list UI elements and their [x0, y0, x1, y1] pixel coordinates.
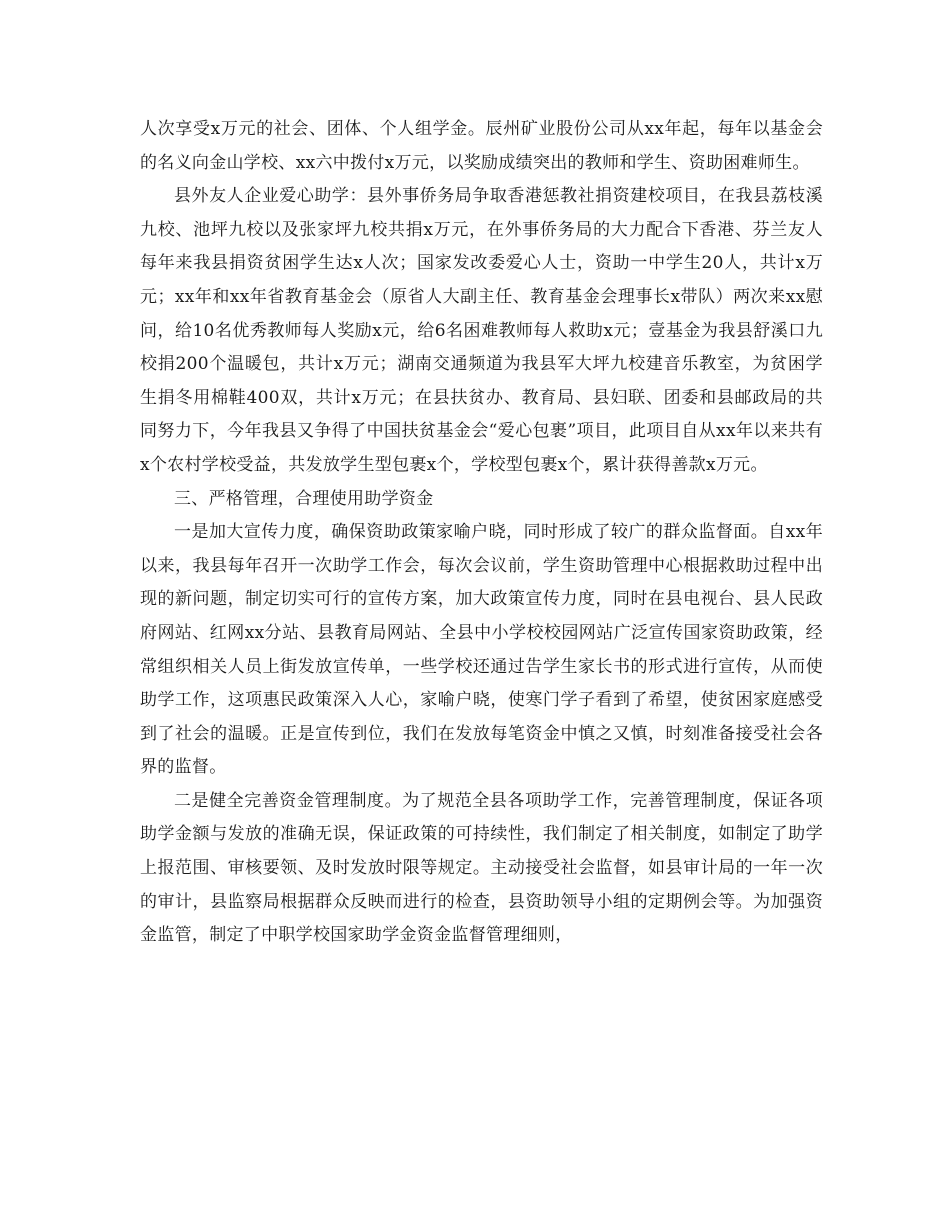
section-heading: 三、严格管理，合理使用助学资金 — [174, 488, 434, 509]
paragraph-continuation: 人次享受x万元的社会、团体、个人组学金。辰州矿业股份公司从xx年起，每年以基金会的名义向金山学校、xx六中拨付x万元，以奖励成绩突出的教师和学生、资助困难师生。 — [140, 119, 823, 173]
paragraph-overseas-donations: 县外友人企业爱心助学：县外事侨务局争取香港惩教社捐资建校项目，在我县荔枝溪九校、池坪九校以及张家坪九校共捐x万元，在外事侨务局的大力配合下香港、芬兰友人每年来我县捐资贫困学生达x人次；国家发改委爱心人士，资助一中学生20人，共计x万元；xx年和xx年省教育基金会（原省人大副主任、教育基金会理事长x带队）两次来xx慰问，给10名优秀教师每人奖励x元，给6名困难教师每人救助x元；壹基金为我县舒溪口九校捐200个温暖包，共计x万元；湖南交通频道为我县军大坪九校建音乐教室，为贫困学生捐冬用棉鞋400双，共计x万元；在县扶贫办、教育局、县妇联、团委和县邮政局的共同努力下，今年我县又争得了中国扶贫基金会“爱心包裹”项目，此项目自从xx年以来共有x个农村学校受益，共发放学生型包裹x个，学校型包裹x个，累计获得善款x万元。 — [140, 186, 823, 475]
paragraph-fund-management: 二是健全完善资金管理制度。为了规范全县各项助学工作，完善管理制度，保证各项助学金额与发放的准确无误，保证政策的可持续性，我们制定了相关制度，如制定了助学上报范围、审核要领、及时发放时限等规定。主动接受社会监督，如县审计局的一年一次的审计，县监察局根据群众反映而进行的检查，县资助领导小组的定期例会等。为加强资金监管，制定了中职学校国家助学金资金监督管理细则， — [140, 790, 823, 946]
document-body — [140, 113, 823, 953]
paragraph-publicity: 一是加大宣传力度，确保资助政策家喻户晓，同时形成了较广的群众监督面。自xx年以来，我县每年召开一次助学工作会，每次会议前，学生资助管理中心根据救助过程中出现的新问题，制定切实可行的宣传方案，加大政策宣传力度，同时在县电视台、县人民政府网站、红网xx分站、县教育局网站、全县中小学校校园网站广泛宣传国家资助政策，经常组织相关人员上街发放宣传单，一些学校还通过告学生家长书的形式进行宣传，从而使助学工作，这项惠民政策深入人心，家喻户晓，使寒门学子看到了希望，使贫困家庭感受到了社会的温暖。正是宣传到位，我们在发放每笔资金中慎之又慎，时刻准备接受社会各界的监督。 — [140, 522, 823, 778]
